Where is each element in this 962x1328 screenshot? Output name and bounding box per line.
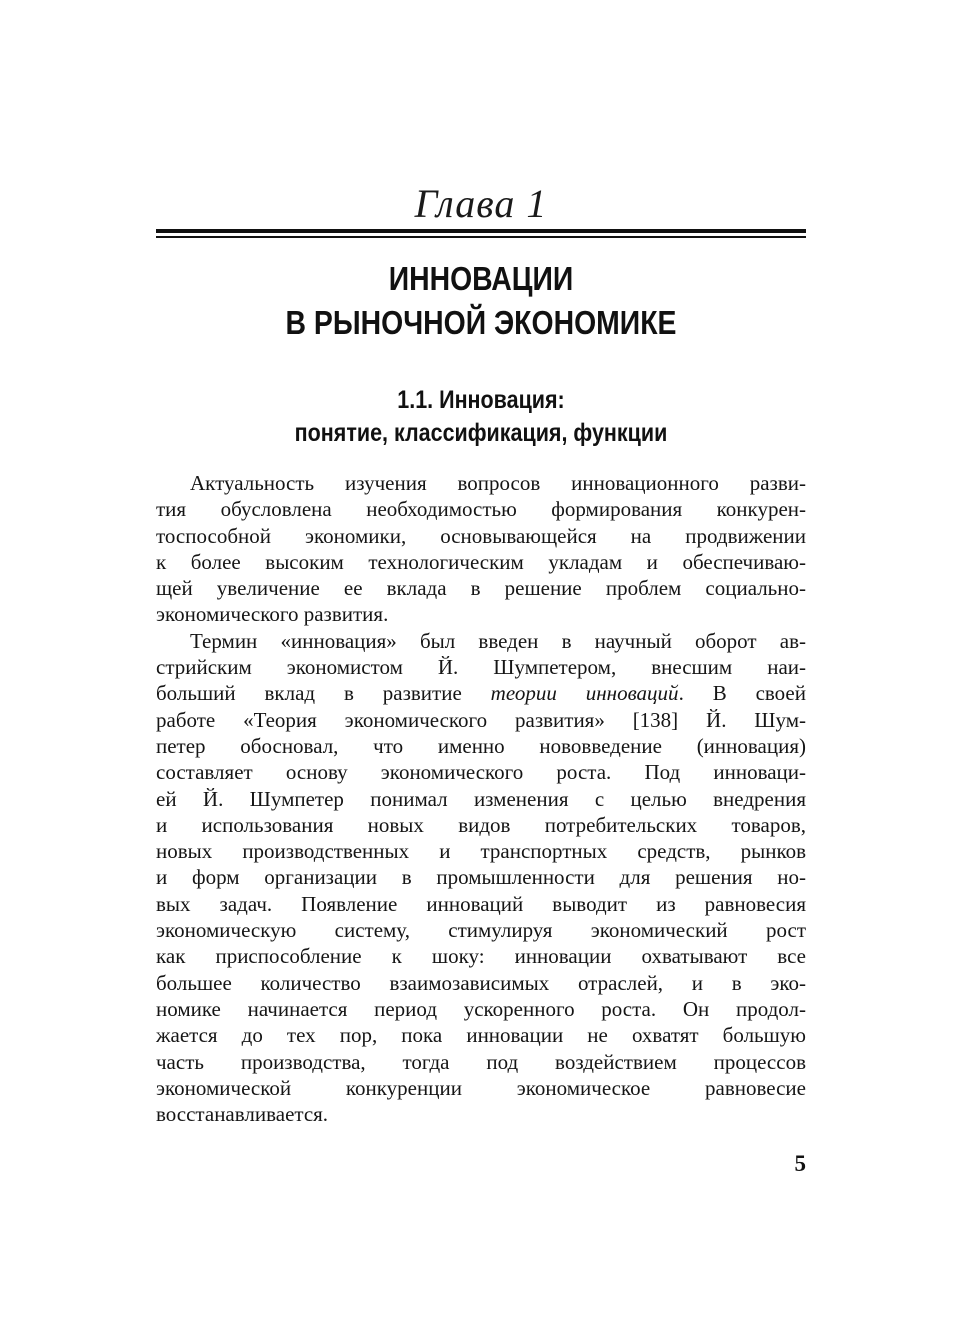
text-line: Термин «инновация» был введен в научный оборот ав-	[190, 628, 806, 653]
chapter-rule-thin	[156, 236, 806, 238]
text-line: большее количество взаимозависимых отраслей, и в эко-	[156, 970, 806, 995]
text-line-with-emphasis	[156, 680, 806, 706]
text-line: жается до тех пор, пока инновации не охватят большую	[156, 1023, 806, 1048]
text-line: экономической конкуренции экономическое равновесие	[156, 1075, 806, 1100]
text-line: работе «Теория экономического развития» [138] Й. Шум-	[156, 707, 806, 732]
text-run: больший вклад в развитие	[156, 681, 491, 706]
chapter-rule-thick	[156, 229, 806, 233]
page-number: 5	[794, 1151, 806, 1176]
text-line: ей Й. Шумпетер понимал изменения с целью внедрения	[156, 786, 806, 811]
text-line: вых задач. Появление инноваций выводит из равновесия	[156, 891, 806, 916]
section-title-line-1: 1.1. Инновация:	[397, 386, 565, 414]
text-line: тоспособной экономики, основывающейся на продвижении	[156, 523, 806, 548]
chapter-title-line-2: В РЫНОЧНОЙ ЭКОНОМИКЕ	[285, 304, 677, 341]
text-line: Актуальность изучения вопросов инновационного разви-	[190, 471, 806, 495]
paragraph-2	[156, 628, 806, 1128]
text-line: петер обосновал, что именно нововведение (инновация)	[156, 733, 806, 758]
text-line: экономическую систему, стимулируя экономический рост	[156, 918, 806, 943]
section-title-line-2: понятие, классификация, функции	[294, 419, 668, 447]
section-title	[67, 384, 894, 450]
text-line: тия обусловлена необходимостью формирования конкурен-	[156, 497, 806, 522]
text-run: . В своей	[678, 681, 806, 706]
text-line: как приспособление к шоку: инновации охватывают все	[156, 944, 806, 969]
text-line: восстанавливается.	[156, 1102, 329, 1127]
text-line: новых производственных и транспортных средств, рынков	[156, 839, 806, 864]
chapter-title	[67, 257, 894, 345]
text-line: стрийским экономистом Й. Шумпетером, внесшим наи-	[156, 655, 806, 680]
paragraph-1	[156, 470, 806, 628]
chapter-label: Глава 1	[414, 181, 548, 226]
text-line: и форм организации в промышленности для решения но-	[156, 865, 806, 890]
text-line: к более высоким технологическим укладам и обеспечиваю-	[156, 549, 806, 574]
chapter-title-line-1: ИННОВАЦИИ	[388, 260, 574, 297]
text-line: составляет основу экономического роста. Под инноваци-	[156, 760, 806, 785]
text-line: часть производства, тогда под воздействием процессов	[156, 1049, 806, 1074]
emphasis-text: теории инноваций	[490, 681, 679, 706]
text-line: экономического развития.	[156, 602, 389, 627]
text-line: щей увеличение ее вклада в решение проблем социально-	[156, 576, 806, 601]
text-line: номике начинается период ускоренного роста. Он продол-	[156, 996, 806, 1021]
text-line: и использования новых видов потребительских товаров,	[156, 812, 806, 837]
body-text	[156, 470, 806, 1127]
